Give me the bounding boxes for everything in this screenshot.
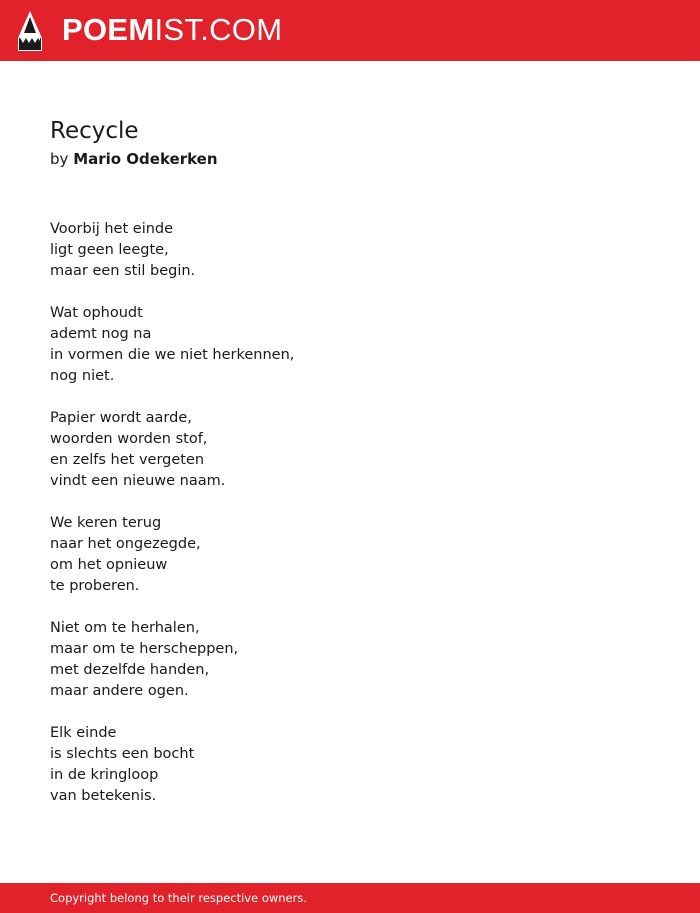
poem-line: Niet om te herhalen, (50, 620, 200, 636)
pencil-tip-icon[interactable] (17, 10, 43, 52)
site-header (0, 0, 700, 61)
poem-line: We keren terug (50, 515, 162, 531)
byline (50, 149, 218, 169)
poem-line: Papier wordt aarde, (50, 410, 192, 426)
poem-line: maar andere ogen. (50, 683, 189, 699)
site-footer (0, 883, 700, 913)
poem-line: met dezelfde handen, (50, 662, 210, 678)
stanza (50, 513, 650, 597)
stanza (50, 303, 650, 387)
poem-line: Voorbij het einde (50, 221, 174, 237)
poem-line: van betekenis. (50, 788, 157, 804)
poem-body (50, 219, 650, 828)
stanza (50, 219, 650, 282)
poem-line: te proberen. (50, 578, 140, 594)
logo-word-light: IST.COM (154, 12, 283, 47)
poem-line: nog niet. (50, 368, 115, 384)
stanza (50, 723, 650, 807)
author-name: Mario Odekerken (73, 150, 218, 168)
poem-line: Wat ophoudt (50, 305, 143, 321)
poem-line: Elk einde (50, 725, 117, 741)
poem-line: om het opnieuw (50, 557, 168, 573)
poem-line: maar een stil begin. (50, 263, 196, 279)
poem-line: naar het ongezegde, (50, 536, 201, 552)
stanza (50, 618, 650, 702)
by-label: by (50, 150, 69, 168)
stanza (50, 408, 650, 492)
site-logo[interactable] (62, 13, 282, 47)
poem-line: in de kringloop (50, 767, 159, 783)
poem-line: vindt een nieuwe naam. (50, 473, 226, 489)
poem-line: en zelfs het vergeten (50, 452, 205, 468)
copyright-notice: Copyright belong to their respective owners. (50, 891, 308, 905)
poem-line: in vormen die we niet herkennen, (50, 347, 295, 363)
poem-line: woorden worden stof, (50, 431, 208, 447)
poem-line: is slechts een bocht (50, 746, 195, 762)
poem-title: Recycle (50, 118, 139, 144)
poem-line: maar om te herscheppen, (50, 641, 239, 657)
poem-line: ligt geen leegte, (50, 242, 169, 258)
poem-line: ademt nog na (50, 326, 152, 342)
logo-word-bold: POEM (62, 12, 155, 47)
